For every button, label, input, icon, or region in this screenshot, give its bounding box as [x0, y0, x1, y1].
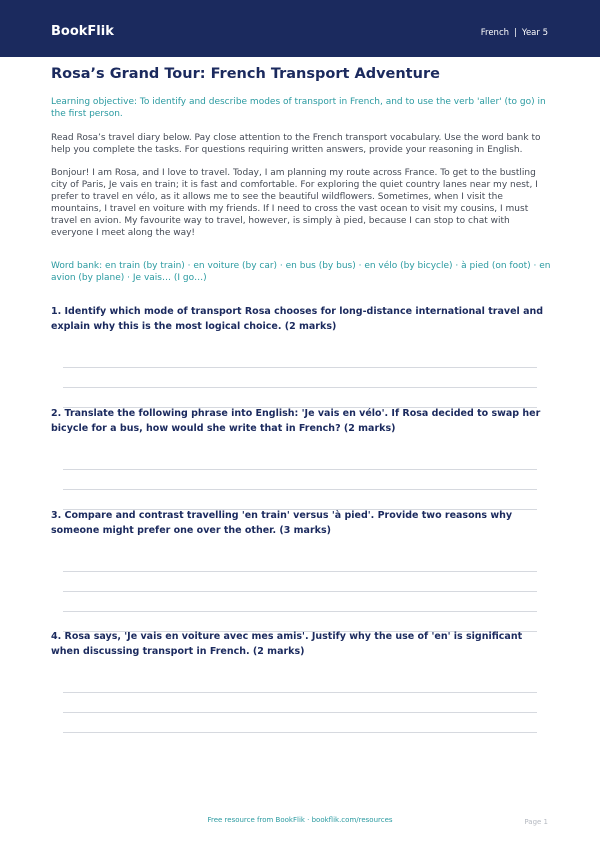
answer-line[interactable]: [63, 469, 537, 470]
question-4: 4. Rosa says, 'Je vais en voiture avec mes amis'. Justify why the use of 'en' is significant when discussing transport in French. (2 marks): [51, 631, 523, 657]
learning-objective: Learning objective: To identify and describe modes of transport in French, and to use the verb 'aller' (to go) in the first person.: [51, 97, 546, 119]
header-meta: [481, 28, 548, 38]
worksheet-title: Rosa’s Grand Tour: French Transport Adventure: [51, 66, 440, 82]
answer-line[interactable]: [63, 591, 537, 592]
answer-line[interactable]: [63, 571, 537, 572]
instructions: Read Rosa’s travel diary below. Pay close attention to the French transport vocabulary. Use the word bank to help you complete the tasks. For questions requiring written answers, provide your reasoning in English.: [51, 133, 541, 155]
page-number: Page 1: [524, 818, 548, 826]
footer-credit: Free resource from BookFlik · bookflik.com/resources: [207, 816, 393, 824]
answer-line[interactable]: [63, 692, 537, 693]
answer-line[interactable]: [63, 712, 537, 713]
brand-logo: BookFlik: [51, 24, 114, 39]
page-header: [0, 0, 600, 57]
word-bank: Word bank: en train (by train) · en voiture (by car) · en bus (by bus) · en vélo (by bicycle) · à pied (on foot) · en avion (by plane) · Je vais… (I go…): [51, 261, 551, 283]
year-label: Year 5: [521, 28, 548, 38]
meta-separator: |: [514, 28, 517, 38]
reading-passage: Bonjour! I am Rosa, and I love to travel. Today, I am planning my route across France. To get to the bustling city of Paris, Je vais en train; it is fast and comfortable. For exploring the quiet country lanes near my nest, I prefer to travel en vélo, as it allows me to see the beautiful wildflowers. Sometimes, when I visit the mountains, I travel en voiture with my friends. If I need to cross the vast ocean to visit my cousins, I must travel en avion. My favourite way to travel, however, is simply à pied, because I can stop to chat with everyone I meet along the way!: [51, 168, 538, 238]
answer-line[interactable]: [63, 367, 537, 368]
subject-label: French: [480, 28, 510, 38]
question-1: 1. Identify which mode of transport Rosa chooses for long-distance international travel and explain why this is the most logical choice. (2 marks): [51, 306, 544, 332]
answer-line[interactable]: [63, 489, 537, 490]
question-2: 2. Translate the following phrase into English: 'Je vais en vélo'. If Rosa decided to swap her bicycle for a bus, how would she write that in French? (2 marks): [51, 408, 541, 434]
answer-line[interactable]: [63, 387, 537, 388]
answer-line[interactable]: [63, 732, 537, 733]
answer-line[interactable]: [63, 611, 537, 612]
question-3: 3. Compare and contrast travelling 'en train' versus 'à pied'. Provide two reasons why someone might prefer one over the other. (3 marks): [51, 510, 513, 536]
